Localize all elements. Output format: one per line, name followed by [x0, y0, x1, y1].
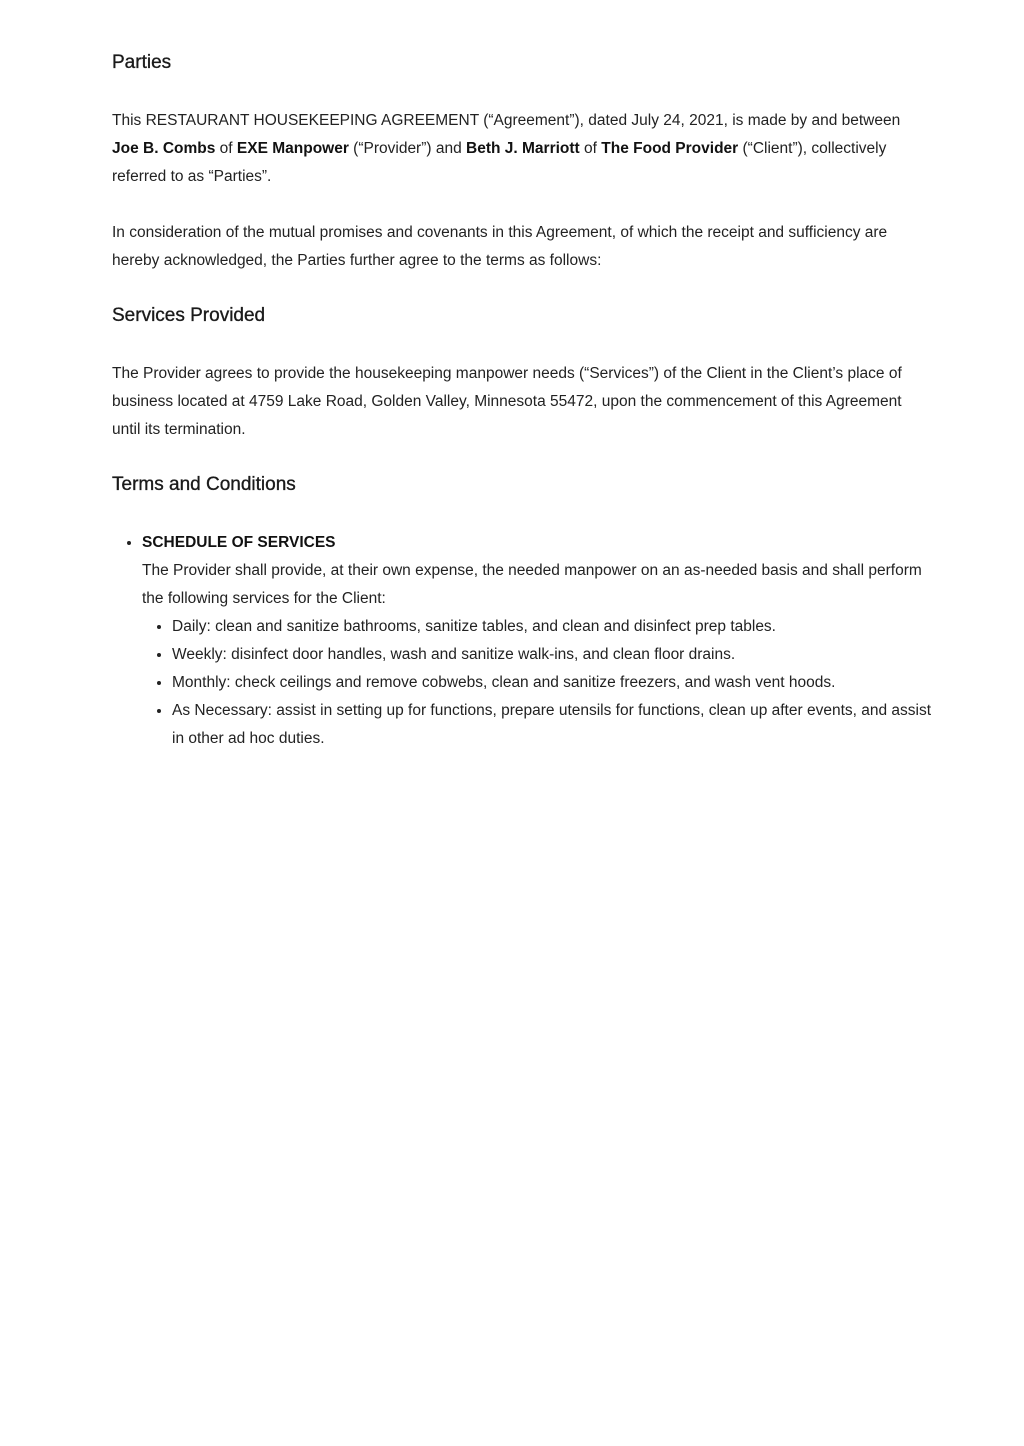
schedule-title: • SCHEDULE OF SERVICES — [142, 534, 336, 551]
schedule-description: The Provider shall provide, at their own expense, the needed manpower on an as-needed basis and shall perform the following services for the Client: — [142, 562, 922, 607]
schedule-item-weekly: • Weekly: disinfect door handles, wash and sanitize walk-ins, and clean floor drains. — [172, 641, 944, 669]
intro-lead-text: This RESTAURANT HOUSEKEEPING AGREEMENT (“Agreement”), dated July 24, 2021, is made by and between — [112, 112, 901, 129]
section-heading-parties: Parties — [112, 52, 172, 73]
section-heading-services: Services Provided — [112, 305, 266, 326]
intro-tail-text: (“Client”), collectively referred to as “Parties”. — [112, 140, 887, 185]
list-item — [142, 529, 944, 753]
client-company: The Food Provider — [601, 140, 739, 157]
parties-intro-paragraph — [112, 107, 914, 191]
intro-of-text: of — [579, 140, 602, 157]
intro-mid-text: (“Provider”) and — [348, 140, 467, 157]
consideration-paragraph: In consideration of the mutual promises and covenants in this Agreement, of which the receipt and sufficiency are hereby acknowledged, the Parties further agree to the terms as follows: — [112, 224, 888, 269]
schedule-items-list — [142, 613, 944, 753]
client-name: Beth J. Marriott — [466, 140, 580, 157]
terms-list — [112, 529, 944, 753]
intro-of-text: of — [215, 140, 237, 157]
schedule-item-as-necessary: • As Necessary: assist in setting up for functions, prepare utensils for functions, clean up after events, and assist in other ad hoc duties. — [172, 697, 944, 753]
provider-name: Joe B. Combs — [112, 140, 216, 157]
schedule-item-monthly: • Monthly: check ceilings and remove cobwebs, clean and sanitize freezers, and wash vent hoods. — [172, 669, 944, 697]
schedule-item-daily: • Daily: clean and sanitize bathrooms, sanitize tables, and clean and disinfect prep tables. — [172, 613, 944, 641]
section-heading-terms: Terms and Conditions — [112, 474, 296, 495]
services-paragraph: The Provider agrees to provide the housekeeping manpower needs (“Services”) of the Client in the Client’s place of business located at 4759 Lake Road, Golden Valley, Minnesota 55472, upon the commencement of this Agreement until its termination. — [112, 365, 902, 438]
provider-company: EXE Manpower — [236, 140, 349, 157]
